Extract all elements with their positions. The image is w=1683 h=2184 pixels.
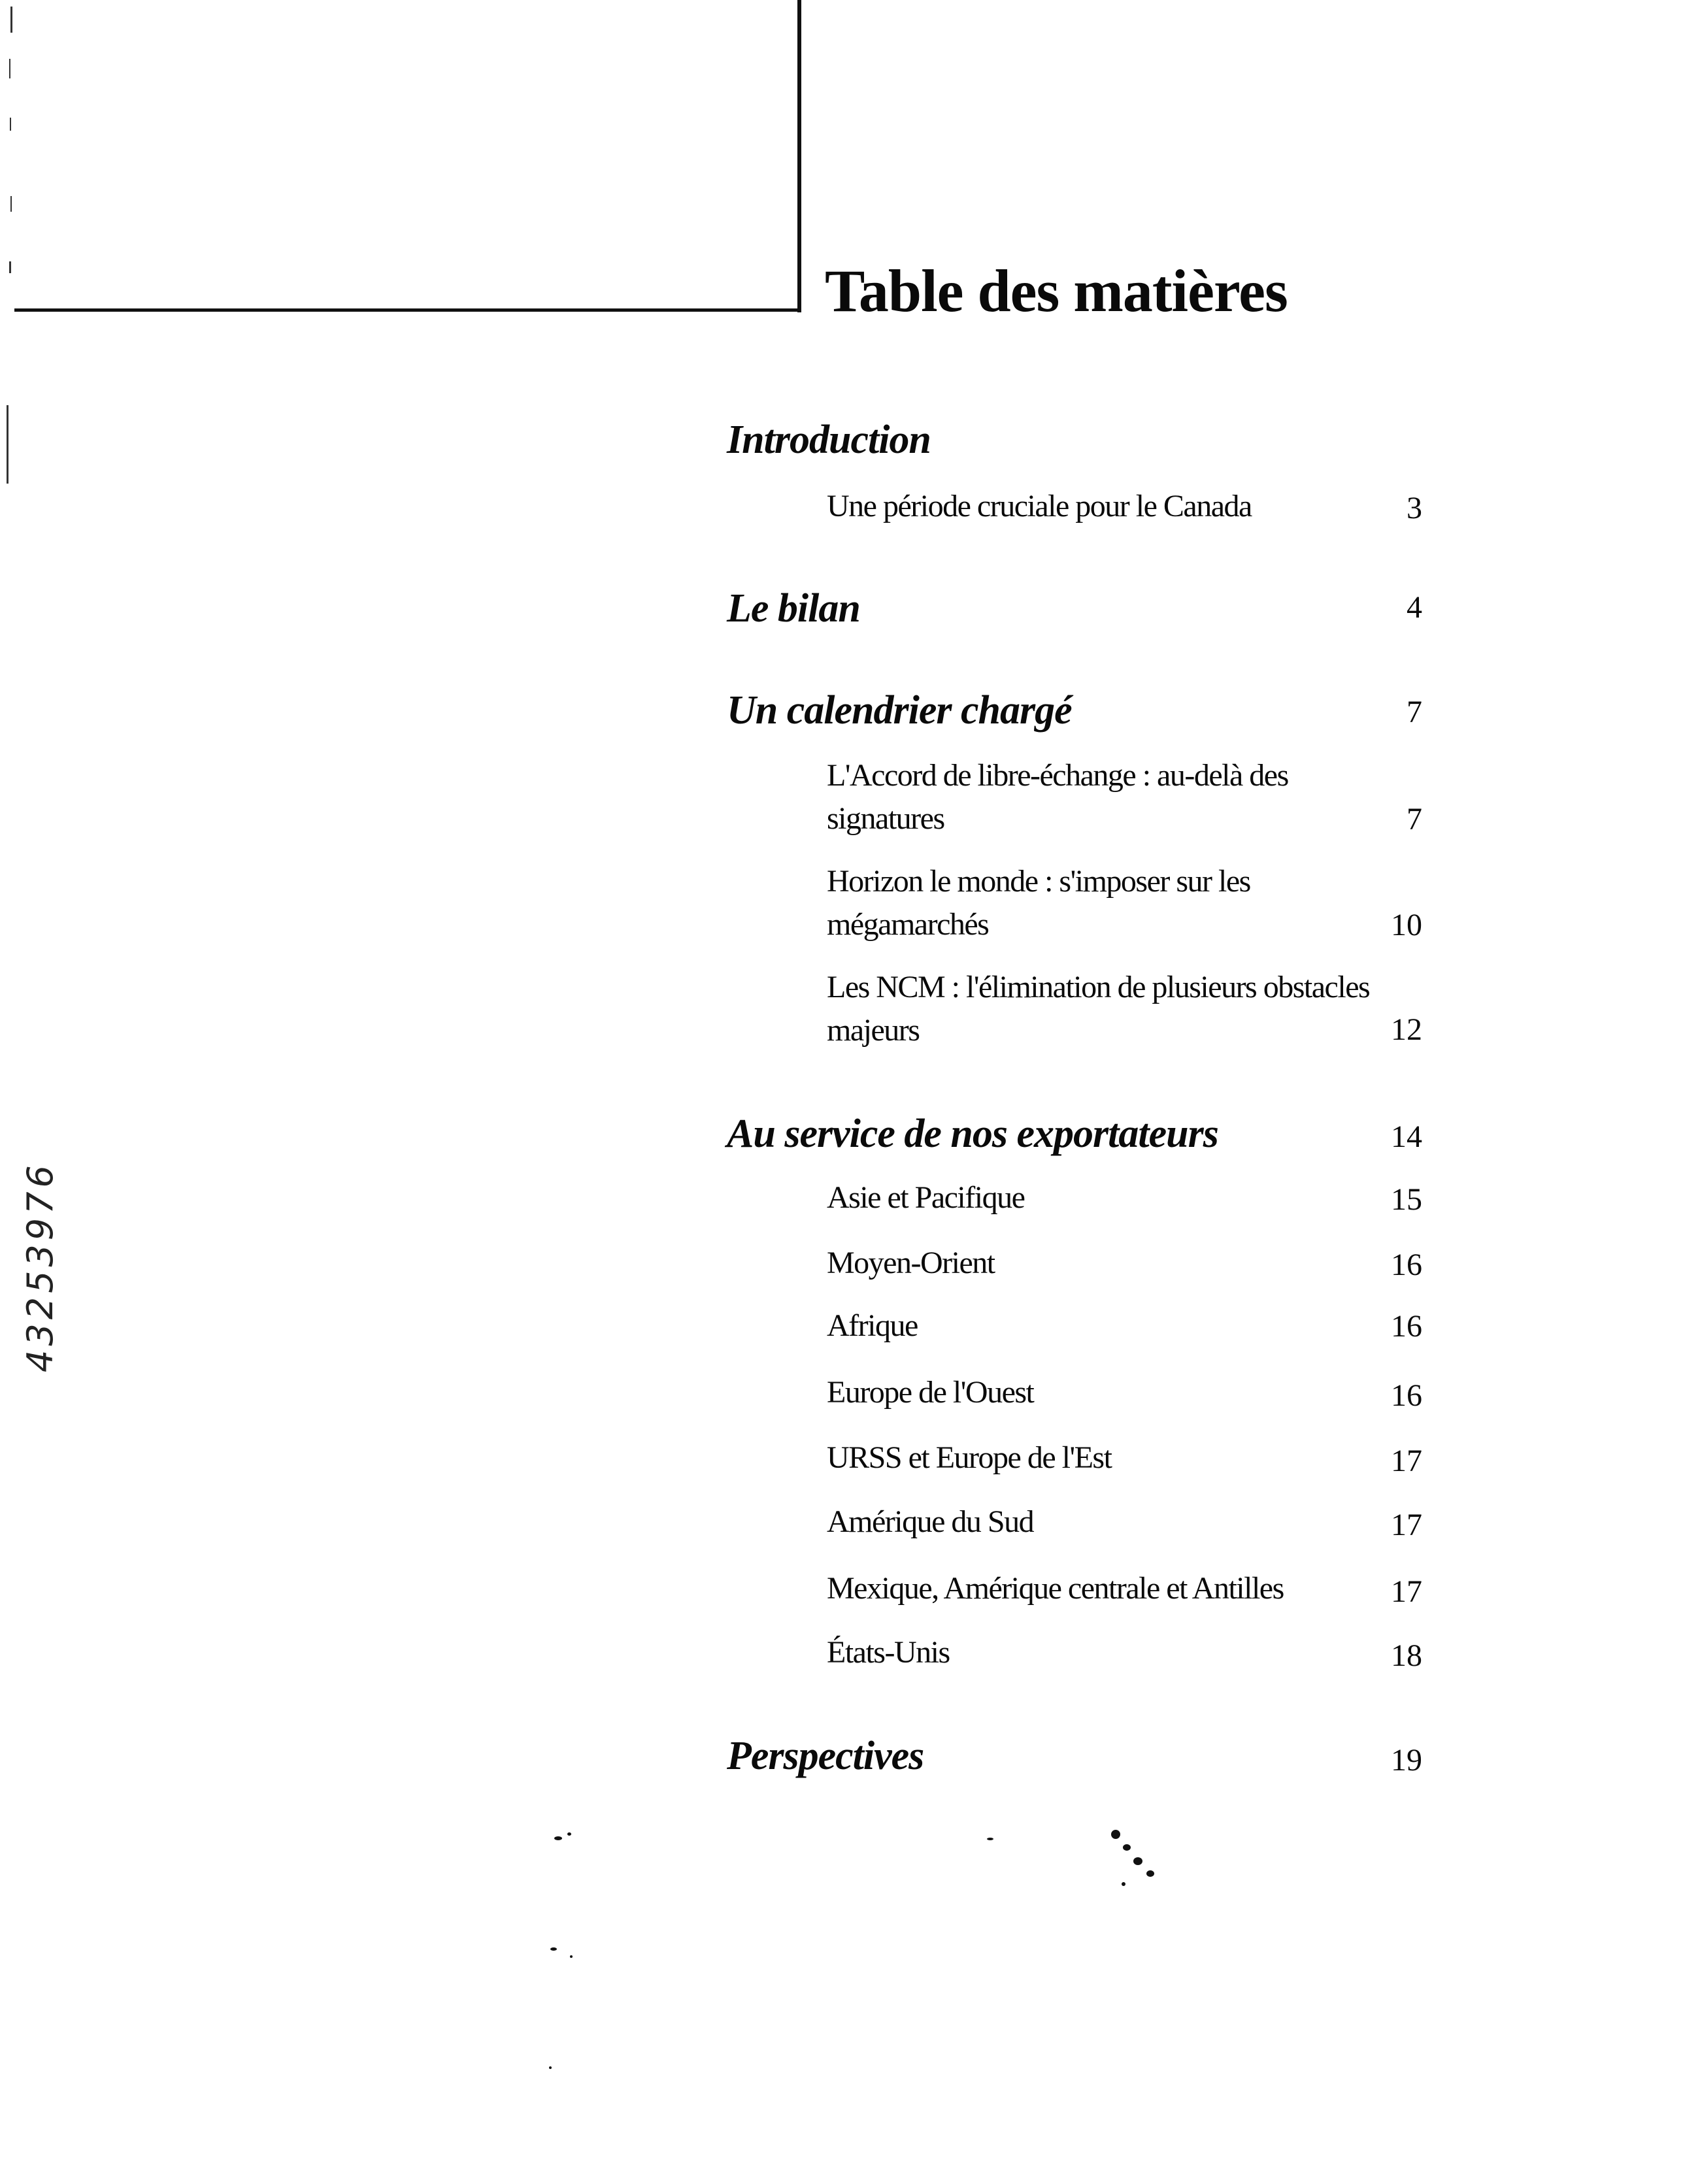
toc-entry (827, 1242, 995, 1285)
scan-mark (10, 118, 11, 131)
toc-entry-line: Asie et Pacifique (827, 1180, 1025, 1215)
toc-entry-line: majeurs (827, 1013, 920, 1048)
toc-entry-line: Horizon le monde : s'imposer sur les (827, 864, 1250, 899)
scan-speck (1122, 1882, 1125, 1886)
toc-entry (827, 860, 1250, 946)
toc-entry-line: Amérique du Sud (827, 1504, 1034, 1539)
toc-entry-line: Afrique (827, 1308, 918, 1343)
page-number: 16 (1391, 1248, 1422, 1282)
scan-speck (987, 1838, 993, 1840)
toc-entry-line: URSS et Europe de l'Est (827, 1440, 1112, 1475)
toc-entry-line: Mexique, Amérique centrale et Antilles (827, 1571, 1284, 1606)
toc-entry (827, 1371, 1033, 1414)
section-page-number: 19 (1391, 1743, 1422, 1778)
toc-entry-line: Une période cruciale pour le Canada (827, 489, 1252, 523)
scan-mark (7, 405, 8, 484)
scan-speck (550, 1947, 557, 1951)
page-number: 17 (1391, 1508, 1422, 1542)
toc-entry-line: signatures (827, 801, 944, 836)
scan-mark (10, 196, 12, 212)
toc-entry (827, 1567, 1284, 1610)
section-title-introduction: Introduction (727, 418, 931, 462)
toc-entry-line: Europe de l'Ouest (827, 1375, 1034, 1410)
section-page-number: 4 (1407, 590, 1422, 625)
scan-speck (1123, 1844, 1131, 1851)
toc-entry (827, 1176, 1024, 1219)
frame-horizontal-rule (14, 308, 801, 312)
toc-entry-line: mégamarchés (827, 907, 989, 942)
scan-speck (570, 1955, 573, 1958)
toc-entry-line: L'Accord de libre-échange : au-delà des (827, 758, 1288, 793)
page-title: Table des matières (825, 257, 1288, 324)
page-number: 3 (1407, 491, 1422, 525)
section-title-exportateurs: Au service de nos exportateurs (727, 1112, 1218, 1156)
toc-entry (827, 1631, 950, 1674)
scan-speck (554, 1836, 562, 1840)
toc-entry (827, 485, 1252, 528)
section-title-perspectives: Perspectives (727, 1734, 924, 1778)
page-number: 10 (1391, 908, 1422, 942)
section-title-le-bilan: Le bilan (727, 586, 860, 631)
toc-entry-line: États-Unis (827, 1635, 950, 1670)
scan-speck (1146, 1870, 1154, 1877)
page-number: 18 (1391, 1638, 1422, 1673)
toc-entry (827, 1436, 1111, 1480)
scan-speck (567, 1832, 571, 1836)
page-number: 12 (1391, 1012, 1422, 1047)
page-number: 17 (1391, 1574, 1422, 1609)
section-page-number: 14 (1391, 1119, 1422, 1154)
frame-vertical-rule (797, 0, 801, 312)
page-number: 15 (1391, 1182, 1422, 1217)
handwritten-catalogue-number: 43253976 (20, 1161, 61, 1372)
toc-entry (827, 1304, 918, 1348)
section-title-calendrier: Un calendrier chargé (727, 688, 1072, 733)
scan-mark (9, 59, 10, 78)
scan-mark (10, 7, 12, 33)
toc-entry-line: Les NCM : l'élimination de plusieurs obstacles (827, 970, 1370, 1004)
page-number: 16 (1391, 1309, 1422, 1344)
page-number: 16 (1391, 1378, 1422, 1413)
scan-speck (549, 2066, 552, 2069)
toc-entry-line: Moyen-Orient (827, 1246, 995, 1280)
scan-mark (9, 261, 11, 273)
scan-speck (1133, 1857, 1142, 1865)
section-page-number: 7 (1407, 695, 1422, 729)
page-number: 7 (1407, 802, 1422, 836)
page-number: 17 (1391, 1444, 1422, 1478)
toc-entry (827, 966, 1369, 1052)
toc-entry (827, 754, 1288, 840)
scan-speck (1111, 1830, 1120, 1839)
toc-entry (827, 1500, 1033, 1544)
